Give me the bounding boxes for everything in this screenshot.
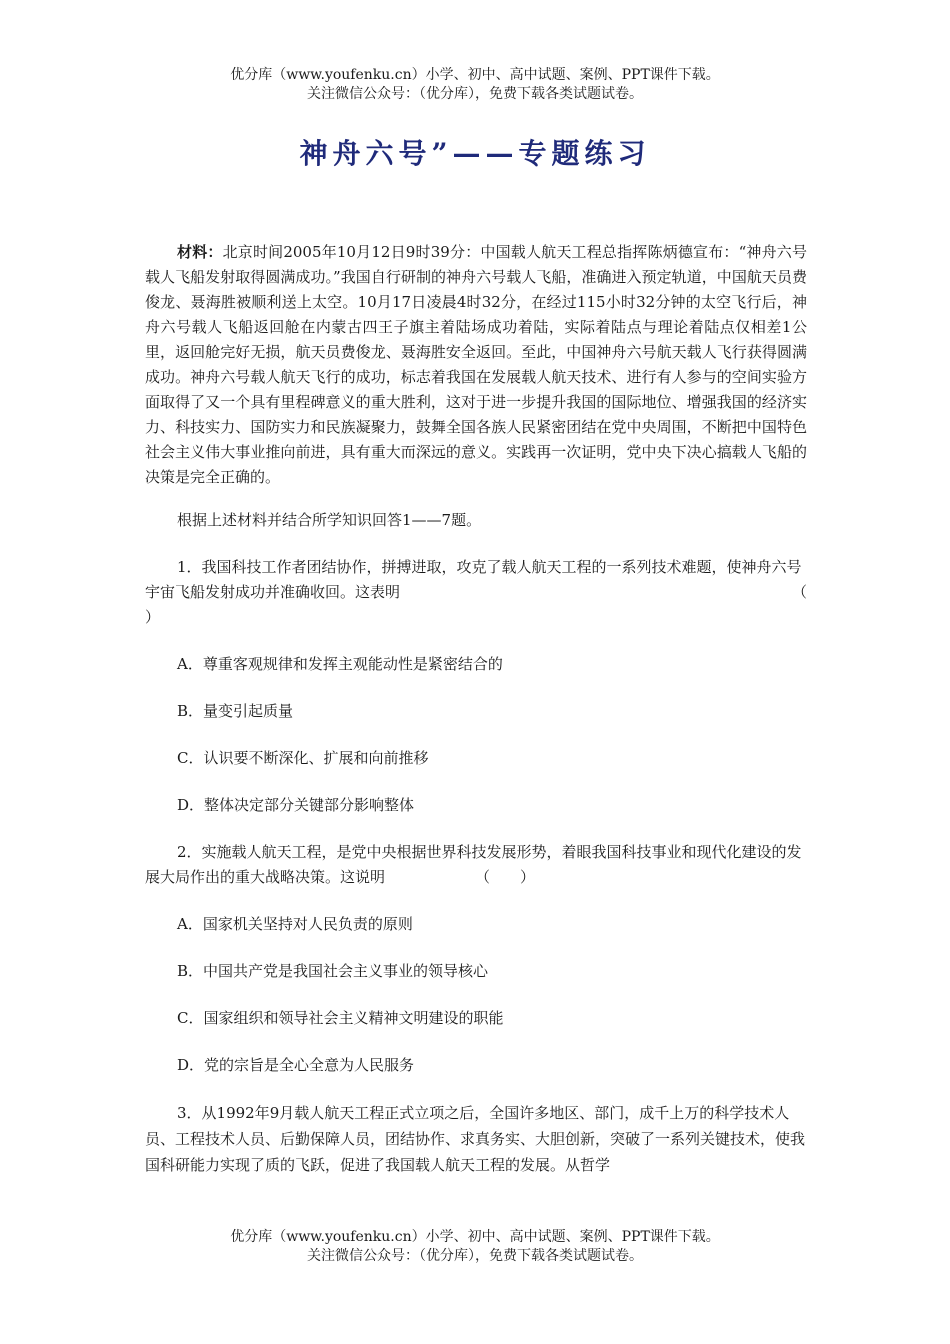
question-1-option-b: B．量变引起质量 <box>177 702 294 720</box>
question-1-option-c: C．认识要不断深化、扩展和向前推移 <box>177 749 429 767</box>
question-1-text: 1．我国科技工作者团结协作，拼搏进取，攻克了载人航天工程的一系列技术难题，使神舟六号宇宙飞船发射成功并准确收回。这表明 <box>145 558 802 601</box>
question-1-answer-paren-open: （ <box>791 583 807 601</box>
footer-line-2: 关注微信公众号：（优分库），免费下载各类试题试卷。 <box>307 1248 643 1264</box>
question-1-answer-paren-close: ） <box>145 608 161 626</box>
question-2-option-c: C．国家组织和领导社会主义精神文明建设的职能 <box>177 1009 504 1027</box>
question-3-stem: 3．从1992年9月载人航天工程正式立项之后，全国许多地区、部门，成千上万的科学技术人员、工程技术人员、后勤保障人员，团结协作、求真务实、大胆创新，突破了一系列关键技术，使我国科研能力实现了质的飞跃，促进了我国载人航天工程的发展。从哲学 <box>145 1104 806 1174</box>
question-2-option-b: B．中国共产党是我国社会主义事业的领导核心 <box>177 962 489 980</box>
instruction-text: 根据上述材料并结合所学知识回答1——7题。 <box>177 511 482 529</box>
footer-line-1: 优分库（www.youfenku.cn）小学、初中、高中试题、案例、PPT课件下载。 <box>230 1229 720 1245</box>
document-body <box>145 240 807 1178</box>
header-line-2: 关注微信公众号：（优分库），免费下载各类试题试卷。 <box>307 86 643 102</box>
question-3 <box>145 1100 807 1178</box>
material-label: 材料： <box>177 243 223 261</box>
question-2-stem <box>145 840 807 890</box>
question-1-option-d: D．整体决定部分关键部分影响整体 <box>177 796 415 814</box>
page-title: 神舟六号”——专题练习 <box>299 137 651 170</box>
question-2-option-a: A．国家机关坚持对人民负责的原则 <box>177 915 413 933</box>
material-text: 北京时间2005年10月12日9时39分：中国载人航天工程总指挥陈炳德宣布：“神舟六号载人飞船发射取得圆满成功。”我国自行研制的神舟六号载人飞船，准确进入预定轨道，中国航天员费俊龙、聂海胜被顺利送上太空。10月17日凌晨4时32分，在经过115小时32分钟的太空飞行后，神舟六号载人飞船返回舱在内蒙古四王子旗主着陆场成功着陆，实际着陆点与理论着陆点仅相差1公里，返回舱完好无损，航天员费俊龙、聂海胜安全返回。至此，中国神舟六号航天载人飞行获得圆满成功。神舟六号载人航天飞行的成功，标志着我国在发展载人航天技术、进行有人参与的空间实验方面取得了又一个具有里程碑意义的重大胜利，这对于进一步提升我国的国际地位、增强我国的经济实力、科技实力、国防实力和民族凝聚力，鼓舞全国各族人民紧密团结在党中央周围，不断把中国特色社会主义伟大事业推向前进，具有重大而深远的意义。实践再一次证明，党中央下决心搞载人飞船的决策是完全正确的。 <box>145 243 807 486</box>
material-paragraph <box>145 240 807 490</box>
question-1-option-a: A．尊重客观规律和发挥主观能动性是紧密结合的 <box>177 655 503 673</box>
question-2-text: 2．实施载人航天工程，是党中央根据世界科技发展形势，着眼我国科技事业和现代化建设的发展大局作出的重大战略决策。这说明 <box>145 843 802 886</box>
header-line-1: 优分库（www.youfenku.cn）小学、初中、高中试题、案例、PPT课件下载。 <box>230 67 720 83</box>
question-1-stem <box>145 555 807 630</box>
page-footer <box>0 1228 950 1266</box>
page-header <box>0 66 950 104</box>
question-2-option-d: D．党的宗旨是全心全意为人民服务 <box>177 1056 415 1074</box>
question-2-answer-paren: （ ） <box>475 868 536 886</box>
question-1 <box>145 555 807 818</box>
question-2 <box>145 840 807 1078</box>
